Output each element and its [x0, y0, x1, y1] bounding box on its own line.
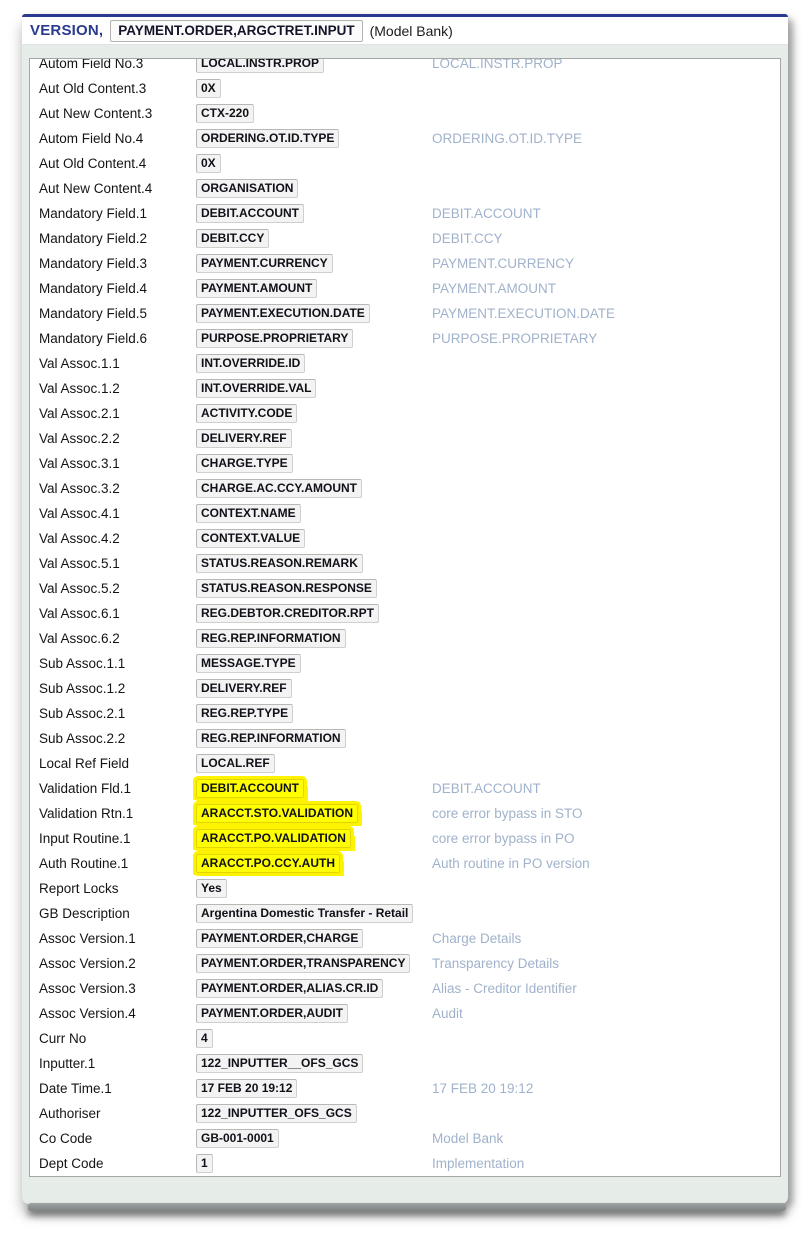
field-value-cell — [196, 1104, 432, 1123]
field-row — [39, 1101, 780, 1126]
field-value-cell — [196, 604, 432, 623]
field-label: Aut Old Content.3 — [39, 81, 147, 96]
field-row — [39, 626, 780, 651]
field-value-cell — [196, 929, 432, 948]
field-row — [39, 601, 780, 626]
field-row — [39, 576, 780, 601]
field-description: PAYMENT.EXECUTION.DATE — [432, 306, 616, 321]
field-value-box[interactable]: DELIVERY.REF — [196, 429, 292, 448]
field-value-cell — [196, 1079, 432, 1098]
field-value-cell — [196, 279, 432, 298]
field-row — [39, 901, 780, 926]
field-label: Val Assoc.3.1 — [39, 456, 120, 471]
field-row — [39, 526, 780, 551]
field-description: DEBIT.ACCOUNT — [432, 781, 541, 796]
field-description: PAYMENT.AMOUNT — [432, 281, 557, 296]
field-row — [39, 101, 780, 126]
field-value-box[interactable]: DEBIT.ACCOUNT — [196, 204, 304, 223]
field-label: Local Ref Field — [39, 756, 130, 771]
company-name-label: (Model Bank) — [369, 22, 453, 39]
field-label: Val Assoc.5.1 — [39, 556, 120, 571]
field-row — [39, 801, 780, 826]
field-description: PURPOSE.PROPRIETARY — [432, 331, 598, 346]
field-value-box[interactable]: Argentina Domestic Transfer - Retail — [196, 904, 413, 923]
field-value-cell — [196, 529, 432, 548]
field-value-box[interactable]: PAYMENT.ORDER,ALIAS.CR.ID — [196, 979, 383, 998]
field-label: Val Assoc.5.2 — [39, 581, 120, 596]
field-row — [39, 351, 780, 376]
field-value-cell — [196, 254, 432, 273]
field-value-box[interactable]: 122_INPUTTER_OFS_GCS — [196, 1104, 357, 1123]
field-value-cell — [196, 729, 432, 748]
field-description: core error bypass in STO — [432, 806, 583, 821]
field-value-cell — [196, 829, 432, 848]
field-description: DEBIT.ACCOUNT — [432, 206, 541, 221]
field-description: Implementation — [432, 1156, 525, 1171]
field-value-cell — [196, 154, 432, 173]
field-value-box[interactable]: REG.REP.INFORMATION — [196, 729, 346, 748]
field-label: Authoriser — [39, 1106, 101, 1121]
field-label: Date Time.1 — [39, 1081, 112, 1096]
field-value-box[interactable]: STATUS.REASON.REMARK — [196, 554, 363, 573]
field-value-box[interactable]: DEBIT.CCY — [196, 229, 269, 248]
field-description: DEBIT.CCY — [432, 231, 503, 246]
field-row — [39, 126, 780, 151]
field-value-box[interactable]: PAYMENT.CURRENCY — [196, 254, 333, 273]
field-value-box[interactable]: ORDERING.OT.ID.TYPE — [196, 129, 339, 148]
field-value-cell — [196, 879, 432, 898]
field-label: Sub Assoc.1.2 — [39, 681, 126, 696]
field-value-cell — [196, 179, 432, 198]
field-label: Report Locks — [39, 881, 119, 896]
field-row — [39, 876, 780, 901]
field-row — [39, 276, 780, 301]
field-label: Curr No — [39, 1031, 87, 1046]
field-value-box[interactable]: 17 FEB 20 19:12 — [196, 1079, 297, 1098]
field-value-box[interactable]: CONTEXT.NAME — [196, 504, 301, 523]
field-row — [39, 226, 780, 251]
field-row — [39, 501, 780, 526]
field-row — [39, 1001, 780, 1026]
field-label: Val Assoc.6.2 — [39, 631, 120, 646]
field-value-box[interactable]: 4 — [196, 1029, 213, 1048]
field-description: 17 FEB 20 19:12 — [432, 1081, 534, 1096]
field-value-box[interactable]: 1 — [196, 1154, 213, 1173]
field-row — [39, 701, 780, 726]
field-value-cell — [196, 129, 432, 148]
field-value-cell — [196, 304, 432, 323]
field-value-cell — [196, 379, 432, 398]
field-value-cell — [196, 104, 432, 123]
field-value-box[interactable]: CHARGE.AC.CCY.AMOUNT — [196, 479, 362, 498]
field-row — [39, 176, 780, 201]
application-name-label: VERSION, — [30, 22, 104, 39]
field-value-box[interactable]: STATUS.REASON.RESPONSE — [196, 579, 377, 598]
field-label: Val Assoc.6.1 — [39, 606, 120, 621]
field-label: Auth Routine.1 — [39, 856, 129, 871]
field-value-box[interactable]: DELIVERY.REF — [196, 679, 292, 698]
field-value-box[interactable]: REG.DEBTOR.CREDITOR.RPT — [196, 604, 379, 623]
field-label: Inputter.1 — [39, 1056, 96, 1071]
field-row — [39, 676, 780, 701]
field-label: Val Assoc.1.1 — [39, 356, 120, 371]
field-label: Val Assoc.2.1 — [39, 406, 120, 421]
field-description: Auth routine in PO version — [432, 856, 590, 871]
field-value-box[interactable]: ARACCT.STO.VALIDATION — [196, 804, 358, 823]
field-value-box[interactable]: GB-001-0001 — [196, 1129, 279, 1148]
field-label: Val Assoc.3.2 — [39, 481, 120, 496]
field-description: ORDERING.OT.ID.TYPE — [432, 131, 583, 146]
field-value-box[interactable]: INT.OVERRIDE.VAL — [196, 379, 316, 398]
field-label: Mandatory Field.5 — [39, 306, 148, 321]
field-row — [39, 551, 780, 576]
field-value-cell — [196, 954, 432, 973]
field-value-cell — [196, 804, 432, 823]
field-value-cell — [196, 1004, 432, 1023]
field-value-cell — [196, 504, 432, 523]
field-value-cell — [196, 629, 432, 648]
field-value-cell — [196, 229, 432, 248]
field-value-box[interactable]: REG.REP.TYPE — [196, 704, 293, 723]
field-value-box[interactable]: PAYMENT.ORDER,AUDIT — [196, 1004, 348, 1023]
field-label: Assoc Version.3 — [39, 981, 136, 996]
field-value-box[interactable]: MESSAGE.TYPE — [196, 654, 301, 673]
field-label: Autom Field No.3 — [39, 58, 144, 71]
field-value-box[interactable]: REG.REP.INFORMATION — [196, 629, 346, 648]
field-value-cell — [196, 1129, 432, 1148]
field-row — [39, 826, 780, 851]
field-value-cell — [196, 704, 432, 723]
field-value-cell — [196, 754, 432, 773]
field-label: Val Assoc.2.2 — [39, 431, 120, 446]
field-row — [39, 751, 780, 776]
field-value-box[interactable]: DEBIT.ACCOUNT — [196, 779, 304, 798]
field-description: Model Bank — [432, 1131, 504, 1146]
field-row — [39, 726, 780, 751]
field-description: core error bypass in PO — [432, 831, 575, 846]
field-row — [39, 1126, 780, 1151]
field-label: Mandatory Field.3 — [39, 256, 148, 271]
field-value-box[interactable]: CONTEXT.VALUE — [196, 529, 305, 548]
field-label: Sub Assoc.1.1 — [39, 656, 126, 671]
field-value-cell — [196, 854, 432, 873]
field-label: Aut New Content.3 — [39, 106, 153, 121]
field-value-box[interactable]: 0X — [196, 154, 221, 173]
field-label: Validation Fld.1 — [39, 781, 132, 796]
field-value-box[interactable]: PAYMENT.ORDER,TRANSPARENCY — [196, 954, 410, 973]
field-row — [39, 976, 780, 1001]
field-value-cell — [196, 554, 432, 573]
field-value-cell — [196, 579, 432, 598]
field-value-box[interactable]: PAYMENT.EXECUTION.DATE — [196, 304, 370, 323]
field-value-cell — [196, 654, 432, 673]
field-value-box[interactable]: CTX-220 — [196, 104, 254, 123]
field-row — [39, 326, 780, 351]
field-label: Val Assoc.1.2 — [39, 381, 120, 396]
field-label: Aut Old Content.4 — [39, 156, 147, 171]
field-value-cell — [196, 204, 432, 223]
field-row — [39, 1051, 780, 1076]
field-label: GB Description — [39, 906, 130, 921]
record-header — [22, 17, 788, 45]
field-label: Input Routine.1 — [39, 831, 131, 846]
field-label: Sub Assoc.2.2 — [39, 731, 126, 746]
window-bottom-edge — [28, 1203, 786, 1211]
field-label: Assoc Version.1 — [39, 931, 136, 946]
field-value-cell — [196, 354, 432, 373]
field-row — [39, 1151, 780, 1176]
field-value-box[interactable]: LOCAL.INSTR.PROP — [196, 58, 324, 73]
record-id-field[interactable]: PAYMENT.ORDER,ARGCTRET.INPUT — [110, 20, 362, 42]
field-value-box[interactable]: PAYMENT.AMOUNT — [196, 279, 317, 298]
field-label: Mandatory Field.1 — [39, 206, 148, 221]
field-value-cell — [196, 1029, 432, 1048]
field-value-cell — [196, 454, 432, 473]
field-row — [39, 651, 780, 676]
field-value-box[interactable]: Yes — [196, 879, 227, 898]
field-value-cell — [196, 404, 432, 423]
field-value-box[interactable]: PURPOSE.PROPRIETARY — [196, 329, 353, 348]
field-row — [39, 951, 780, 976]
field-value-box[interactable]: 0X — [196, 79, 221, 98]
field-value-cell — [196, 679, 432, 698]
field-description: Transparency Details — [432, 956, 560, 971]
field-row — [39, 476, 780, 501]
field-row — [39, 76, 780, 101]
field-row — [39, 251, 780, 276]
field-row — [39, 376, 780, 401]
field-value-cell — [196, 1054, 432, 1073]
field-label: Validation Rtn.1 — [39, 806, 134, 821]
field-label: Dept Code — [39, 1156, 104, 1171]
field-description: PAYMENT.CURRENCY — [432, 256, 575, 271]
field-value-box[interactable]: INT.OVERRIDE.ID — [196, 354, 305, 373]
field-description: Charge Details — [432, 931, 522, 946]
field-row — [39, 1026, 780, 1051]
field-label: Mandatory Field.2 — [39, 231, 148, 246]
field-value-cell — [196, 904, 432, 923]
field-label: Val Assoc.4.2 — [39, 531, 120, 546]
field-row — [39, 401, 780, 426]
field-row — [39, 58, 780, 76]
field-row — [39, 926, 780, 951]
field-row — [39, 201, 780, 226]
field-label: Co Code — [39, 1131, 93, 1146]
field-label: Val Assoc.4.1 — [39, 506, 120, 521]
field-value-cell — [196, 979, 432, 998]
field-value-cell — [196, 329, 432, 348]
field-row — [39, 301, 780, 326]
field-label: Assoc Version.4 — [39, 1006, 136, 1021]
field-value-box[interactable]: ORGANISATION — [196, 179, 298, 198]
field-row — [39, 426, 780, 451]
field-label: Assoc Version.2 — [39, 956, 136, 971]
field-label: Autom Field No.4 — [39, 131, 144, 146]
field-value-cell — [196, 779, 432, 798]
field-rows-container — [39, 58, 780, 1176]
field-description: LOCAL.INSTR.PROP — [432, 58, 563, 71]
field-value-box[interactable]: ACTIVITY.CODE — [196, 404, 297, 423]
field-value-cell — [196, 429, 432, 448]
record-fields-panel[interactable] — [29, 58, 781, 1177]
field-description: Audit — [432, 1006, 463, 1021]
field-label: Aut New Content.4 — [39, 181, 153, 196]
field-label: Sub Assoc.2.1 — [39, 706, 126, 721]
field-value-box[interactable]: LOCAL.REF — [196, 754, 275, 773]
field-value-box[interactable]: CHARGE.TYPE — [196, 454, 293, 473]
field-value-cell — [196, 58, 432, 73]
version-record-window — [22, 14, 788, 1204]
field-description: Alias - Creditor Identifier — [432, 981, 577, 996]
field-label: Mandatory Field.4 — [39, 281, 148, 296]
field-row — [39, 1076, 780, 1101]
field-row — [39, 776, 780, 801]
field-label: Mandatory Field.6 — [39, 331, 148, 346]
field-value-box[interactable]: PAYMENT.ORDER,CHARGE — [196, 929, 363, 948]
field-value-cell — [196, 479, 432, 498]
field-row — [39, 451, 780, 476]
field-row — [39, 151, 780, 176]
field-value-cell — [196, 79, 432, 98]
field-value-box[interactable]: ARACCT.PO.VALIDATION — [196, 829, 351, 848]
field-value-box[interactable]: 122_INPUTTER__OFS_GCS — [196, 1054, 363, 1073]
field-value-box[interactable]: ARACCT.PO.CCY.AUTH — [196, 854, 340, 873]
field-row — [39, 851, 780, 876]
field-value-cell — [196, 1154, 432, 1173]
